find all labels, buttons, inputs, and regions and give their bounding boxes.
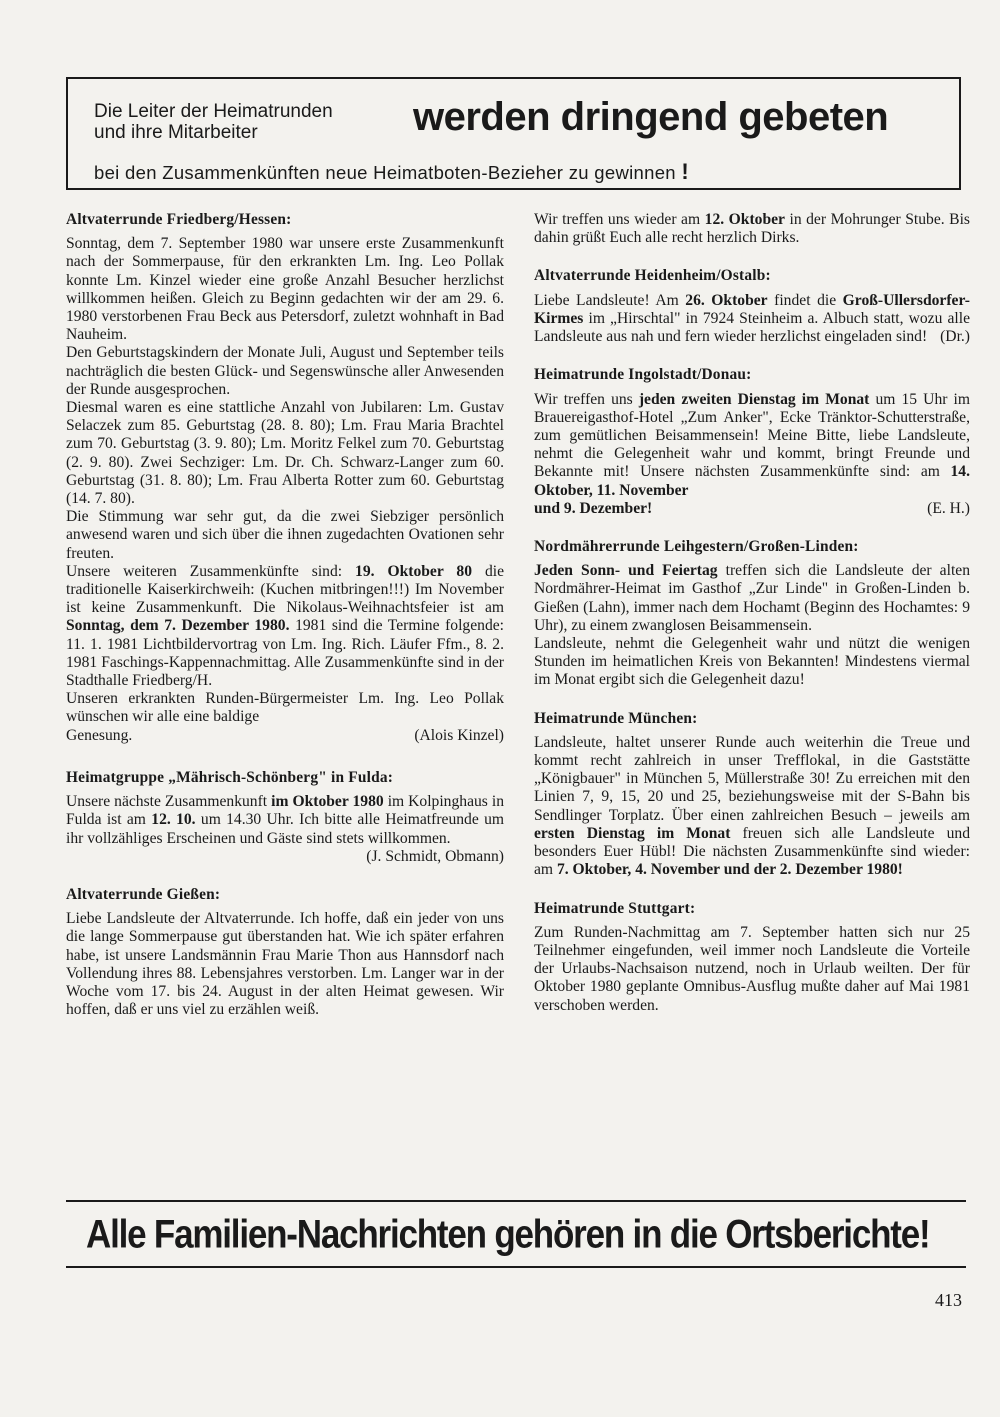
date-highlight: ersten Dienstag im Monat <box>534 824 731 842</box>
paragraph: Die Stimmung war sehr gut, da die zwei Siebziger persönlich anwesend waren und sich über die ihnen zugedachten Ovationen sehr freuten. <box>66 508 504 562</box>
banner-intro-line2: und ihre Mitarbeiter <box>94 122 258 143</box>
signature: (Alois Kinzel) <box>414 726 504 744</box>
banner-subline-text: bei den Zusammenkünften neue Heimatboten-Bezieher zu gewinnen <box>94 162 676 183</box>
section-title: Altvaterrunde Friedberg/Hessen: <box>66 211 292 228</box>
section-title: Heimatrunde München: <box>534 709 698 727</box>
section-title: Heimatrunde Ingolstadt/Donau: <box>534 366 752 384</box>
section-title: Heimatrunde Stuttgart: <box>534 899 696 917</box>
section-title: Altvaterrunde Gießen: <box>66 885 221 903</box>
banner-exclamation: ! <box>681 159 689 184</box>
date-highlight: im Oktober 1980 <box>271 793 384 811</box>
paragraph <box>534 391 970 500</box>
text-run: Unsere nächste Zusammenkunft <box>66 793 272 811</box>
date-highlight: Jeden Sonn- und Feiertag <box>534 562 718 580</box>
section-title: Altvaterrunde Heidenheim/Ostalb: <box>534 267 771 285</box>
paragraph: Unseren erkrankten Runden-Bürgermeister Lm. Ing. Leo Pollak wünschen wir alle eine baldige <box>66 690 504 726</box>
right-column <box>534 211 970 1015</box>
date-highlight: jeden zweiten Dienstag im Monat <box>638 390 870 408</box>
text-run: Liebe Landsleute! Am <box>534 291 686 309</box>
paragraph: Zum Runden-Nachmittag am 7. September hatten sich nur 25 Teilnehmer eingefunden, weil immer noch Landsleute die Vorteile der Urlaubs-Nachsaison nutzend, noch in Urlaub weilten. Der für Oktober 1980 geplante Omnibus-Ausflug mußte daher auf Mai 1981 verschoben werden. <box>534 923 970 1014</box>
text-run: Wir treffen uns wieder am <box>534 211 705 228</box>
date-highlight: 12. Oktober <box>704 211 785 228</box>
text-run: im „Hirschtal" in 7924 Steinheim a. Albuch statt, wozu alle Landsleute aus nah und fern wieder herzlichst eingeladen sind! <box>534 309 970 346</box>
text-run: Landsleute, haltet unserer Runde auch weiterhin die Treue und kommt recht zahlreich in unser Trefflokal, in die Gaststätte „Königbauer" in München 5, Müllerstraße 30! Zu erreichen mit den Linien 7, 9, 15, 20 und 25, beziehungsweise mit der S-Bahn bis Sendlinger Torplatz. Über einen zahlreichen Besuch – jeweils am <box>534 733 970 824</box>
date-highlight: 14. Oktober, 11. November <box>534 463 970 499</box>
date-highlight: 12. 10. <box>151 811 196 829</box>
date-highlight: 26. Oktober <box>685 291 768 309</box>
text-run: findet die <box>767 291 843 309</box>
banner-intro-line1: Die Leiter der Heimatrunden <box>94 101 333 122</box>
paragraph <box>534 292 970 347</box>
banner-headline: werden dringend gebeten <box>413 95 889 139</box>
paragraph: Liebe Landsleute der Altvaterrunde. Ich hoffe, daß ein jeder von uns die lange Sommerpause gut überstanden hat. Wie ich später erfahren habe, ist unsere Landsmännin Frau Marie Thon aus Hannsdorf nach Vollendung ihres 88. Lebensjahres verstorben. Lm. Langer war in der Woche vom 17. bis 24. August in der alten Heimat gewesen. Wir hoffen, daß er uns viel zu erzählen weiß. <box>66 910 504 1019</box>
date-highlight: 7. Oktober, 4. November und der 2. Dezember 1980! <box>556 861 903 879</box>
paragraph <box>66 793 504 848</box>
signature-row <box>534 500 970 518</box>
text-run: um 15 Uhr im Brauereigasthof-Hotel „Zum Anker", Ecke Tränktor-Schutterstraße, zum gemütlichen Beisammensein! Meine Bitte, liebe Landsleute, nehmt die Gelegenheit wahr und kommt, bringt Freunde und Bekannte mit! Unsere nächsten Zusammenkünfte sind: am <box>534 390 970 481</box>
date-highlight: und 9. Dezember! <box>534 499 653 517</box>
event-highlight: Groß-Ullersdorfer-Kirmes <box>534 291 970 327</box>
banner-subline <box>94 159 689 185</box>
text-run: die traditionelle Kaiserkirchweih: (Kuchen mitbringen!!!) Im November ist keine Zusammenkunft. Die Nikolaus-Weihnachtsfeier ist am <box>66 562 504 617</box>
text-run: in der Mohrunger Stube. Bis dahin grüßt Euch alle recht herzlich Dirks. <box>534 211 970 247</box>
signature: (J. Schmidt, Obmann) <box>366 847 504 865</box>
date-highlight: 19. Oktober 80 <box>355 562 473 580</box>
footer-notice: Alle Familien-Nachrichten gehören in die Ortsberichte! <box>86 1212 930 1257</box>
paragraph: Landsleute, nehmt die Gelegenheit wahr und nützt die wenigen Stunden im heimatlichen Kreis von Bekannten! Mindestens viermal im Monat ergibt sich die Gelegenheit dazu! <box>534 635 970 689</box>
signature: (Dr.) <box>940 328 970 346</box>
text-run: im Kolpinghaus in Fulda ist am <box>66 793 504 829</box>
text-run: um 14.30 Uhr. Ich bitte alle Heimatfreunde um ihr vollzähliges Erscheinen und Gäste sind stets willkommen. <box>66 811 504 847</box>
text-run: treffen sich die Landsleute der alten Nordmährer-Heimat im Gasthof „Zur Linde" in Großen-Linden b. Gießen (Lahn), immer nach dem Hochamt (Beginn des Hochamtes: 9 Uhr), zu einem zwanglosen Beisammensein. <box>534 562 970 634</box>
paragraph <box>66 563 504 690</box>
text-run: Wir treffen uns <box>534 390 639 408</box>
appeal-banner <box>66 77 961 190</box>
section-title: Heimatgruppe „Mährisch-Schönberg" in Fulda: <box>66 768 394 786</box>
signature: (E. H.) <box>927 499 970 517</box>
text-run: Unsere weiteren Zusammenkünfte sind: <box>66 562 356 580</box>
text-run: freuen sich alle Landsleute und besonders Euer Hübl! Die nächsten Zusammenkünfte sind wieder: am <box>534 824 971 879</box>
date-highlight: Sonntag, dem 7. Dezember 1980. <box>66 617 290 635</box>
footer-top-rule <box>66 1200 966 1202</box>
page-number: 413 <box>935 1290 962 1310</box>
paragraph: Sonntag, dem 7. September 1980 war unsere erste Zusammenkunft nach der Sommerpause, für den erkrankten Lm. Ing. Leo Pollak konnte Lm. Kinzel wieder eine große Anzahl Besucher herzlichst willkommen heißen. Gleich zu Beginn gedachten wir der am 29. 6. 1980 verstorbenen Frau Beck aus Petersdorf, zuletzt wohnhaft in Bad Nauheim. <box>66 235 504 344</box>
text-run: Genesung. <box>66 726 133 744</box>
paragraph <box>534 734 970 880</box>
signature-row <box>66 727 504 745</box>
banner-intro <box>94 101 333 143</box>
paragraph: Den Geburtstagskindern der Monate Juli, August und September teils nachträglich die besten Glück- und Segenswünsche aller Anwesenden der Runde ausgesprochen. <box>66 344 504 398</box>
paragraph: Diesmal waren es eine stattliche Anzahl von Jubilaren: Lm. Gustav Selaczek zum 85. Geburtstag (28. 8. 80); Lm. Frau Maria Brachtel zum 70. Geburtstag (3. 9. 80); Lm. Moritz Felkel zum 70. Geburtstag (2. 9. 80). Zwei Sechziger: Lm. Dr. Ch. Schwarz-Langer zum 60. Geburtstag (31. 8. 80); Lm. Frau Alberta Rotter zum 60. Geburtstag (14. 7. 80). <box>66 399 504 508</box>
paragraph <box>534 211 970 247</box>
section-title: Nordmährerrunde Leihgestern/Großen-Linden: <box>534 538 859 556</box>
text-run: 1981 sind die Termine folgende: 11. 1. 1981 Lichtbildervortrag von Lm. Ing. Rich. Läufer Ffm., 8. 2. 1981 Faschings-Kappennachmittag. Alle Zusammenkünfte sind in der Stadthalle Friedberg/H. <box>66 617 505 690</box>
left-column <box>66 211 504 1019</box>
footer-bottom-rule <box>66 1266 966 1268</box>
paragraph <box>534 562 970 635</box>
